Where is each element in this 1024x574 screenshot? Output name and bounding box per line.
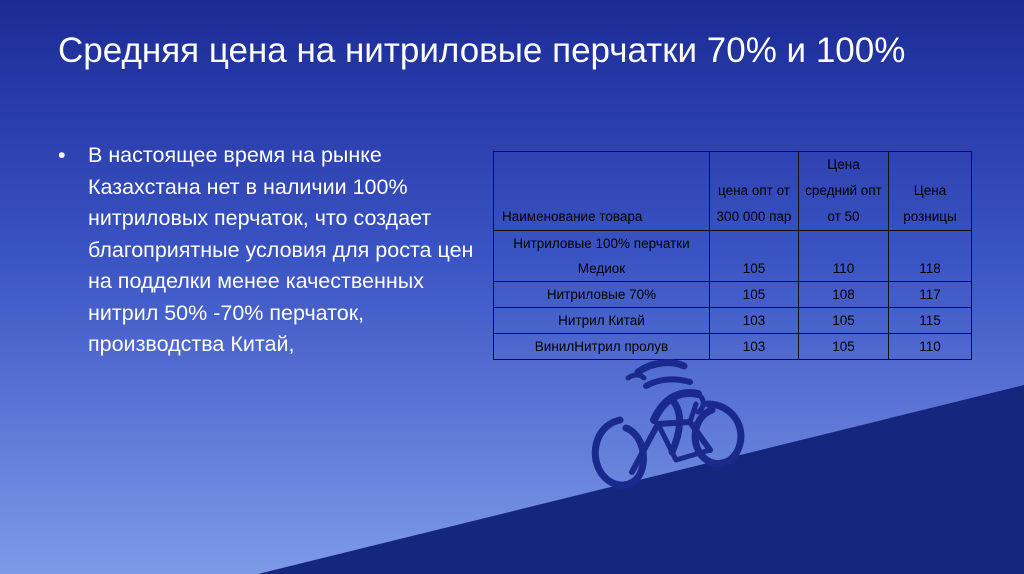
table-cell: 103 <box>710 308 799 334</box>
header-wholesale-price: цена опт от 300 000 пар <box>710 152 799 231</box>
header-retail-price: Цена розницы <box>889 152 972 231</box>
table-cell: 118 <box>889 231 972 282</box>
table-cell: 103 <box>710 334 799 360</box>
table-cell: 105 <box>710 282 799 308</box>
table-header-row <box>494 152 972 231</box>
slide-title: Средняя цена на нитриловые перчатки 70% и 100% <box>58 31 906 70</box>
table-row <box>494 308 972 334</box>
header-product-name: Наименование товара <box>494 152 710 231</box>
table-cell-name: Нитриловые 70% <box>494 282 710 308</box>
table-row <box>494 282 972 308</box>
bullet-item: • В настоящее время на рынке Казахстана нет в наличии 100% нитриловых перчаток, что создает благоприятные условия для роста цен на подделки менее качественных нитрил 50% -70% перчаток, производства Китай, <box>58 140 488 361</box>
price-table <box>493 151 972 360</box>
table-cell-name: ВинилНитрил пролув <box>494 334 710 360</box>
bullet-list <box>58 140 488 361</box>
table-cell: 110 <box>889 334 972 360</box>
table-cell: 105 <box>799 334 889 360</box>
table-cell: 105 <box>799 308 889 334</box>
table-cell-name: Нитриловые 100% перчатки Медиок <box>494 231 710 282</box>
table-cell: 105 <box>710 231 799 282</box>
table-cell: 110 <box>799 231 889 282</box>
table-row <box>494 231 972 282</box>
table-cell-name: Нитрил Китай <box>494 308 710 334</box>
table-cell: 117 <box>889 282 972 308</box>
header-average-wholesale-price: Цена средний опт от 50 <box>799 152 889 231</box>
table-cell: 115 <box>889 308 972 334</box>
table-cell: 108 <box>799 282 889 308</box>
cyclist-icon <box>580 352 755 497</box>
